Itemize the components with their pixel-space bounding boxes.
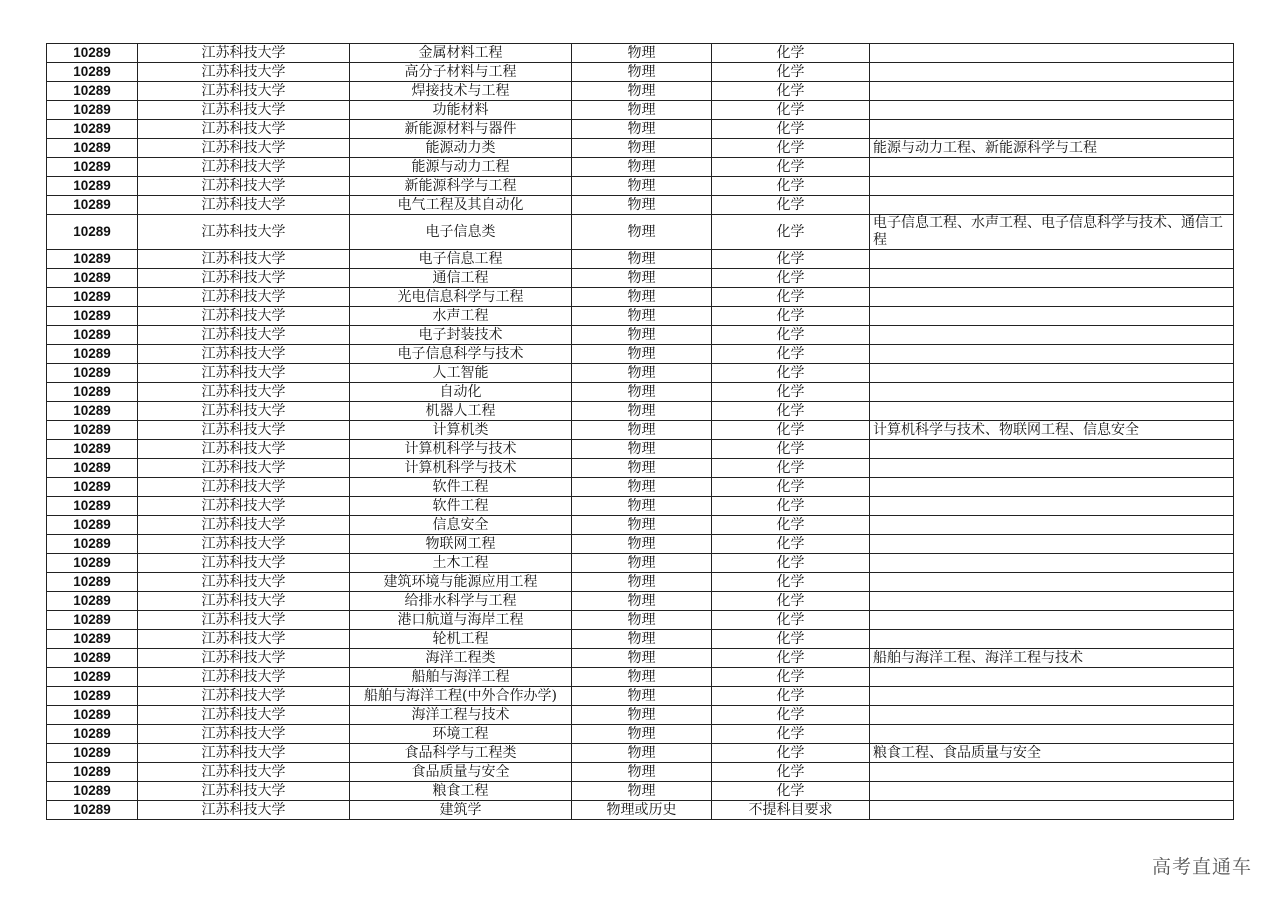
table-row [47,269,1234,288]
second-subject-cell: 化学 [712,478,870,497]
table-row [47,630,1234,649]
second-subject-cell: 化学 [712,139,870,158]
included-majors-cell [870,288,1234,307]
university-cell: 江苏科技大学 [138,215,350,250]
first-subject-cell: 物理 [572,782,712,801]
second-subject-cell: 化学 [712,82,870,101]
included-majors-cell [870,801,1234,820]
second-subject-cell: 化学 [712,611,870,630]
table-row [47,478,1234,497]
table-row [47,139,1234,158]
second-subject-cell: 化学 [712,459,870,478]
university-cell: 江苏科技大学 [138,573,350,592]
second-subject-cell: 化学 [712,345,870,364]
second-subject-cell: 化学 [712,288,870,307]
first-subject-cell: 物理 [572,326,712,345]
table-row [47,649,1234,668]
major-cell: 海洋工程类 [350,649,572,668]
university-cell: 江苏科技大学 [138,269,350,288]
second-subject-cell: 化学 [712,421,870,440]
school-code-cell: 10289 [47,649,138,668]
second-subject-cell: 化学 [712,744,870,763]
university-cell: 江苏科技大学 [138,158,350,177]
university-cell: 江苏科技大学 [138,725,350,744]
included-majors-cell [870,101,1234,120]
first-subject-cell: 物理 [572,63,712,82]
second-subject-cell: 化学 [712,687,870,706]
first-subject-cell: 物理 [572,668,712,687]
second-subject-cell: 化学 [712,573,870,592]
table-row [47,120,1234,139]
second-subject-cell: 化学 [712,668,870,687]
second-subject-cell: 化学 [712,554,870,573]
table-row [47,706,1234,725]
second-subject-cell: 化学 [712,364,870,383]
school-code-cell: 10289 [47,535,138,554]
university-cell: 江苏科技大学 [138,801,350,820]
major-cell: 计算机科学与技术 [350,459,572,478]
major-cell: 计算机类 [350,421,572,440]
second-subject-cell: 化学 [712,120,870,139]
second-subject-cell: 化学 [712,630,870,649]
second-subject-cell: 化学 [712,215,870,250]
school-code-cell: 10289 [47,345,138,364]
first-subject-cell: 物理 [572,215,712,250]
university-cell: 江苏科技大学 [138,345,350,364]
university-cell: 江苏科技大学 [138,592,350,611]
included-majors-cell [870,668,1234,687]
university-cell: 江苏科技大学 [138,497,350,516]
first-subject-cell: 物理 [572,82,712,101]
university-cell: 江苏科技大学 [138,326,350,345]
first-subject-cell: 物理 [572,196,712,215]
second-subject-cell: 化学 [712,307,870,326]
school-code-cell: 10289 [47,101,138,120]
major-cell: 软件工程 [350,478,572,497]
first-subject-cell: 物理 [572,478,712,497]
major-cell: 信息安全 [350,516,572,535]
included-majors-cell [870,782,1234,801]
school-code-cell: 10289 [47,196,138,215]
school-code-cell: 10289 [47,307,138,326]
school-code-cell: 10289 [47,554,138,573]
included-majors-cell [870,120,1234,139]
first-subject-cell: 物理 [572,611,712,630]
table-row [47,535,1234,554]
first-subject-cell: 物理 [572,158,712,177]
university-cell: 江苏科技大学 [138,421,350,440]
table-row [47,307,1234,326]
university-cell: 江苏科技大学 [138,250,350,269]
included-majors-cell [870,535,1234,554]
university-cell: 江苏科技大学 [138,307,350,326]
table-row [47,326,1234,345]
major-cell: 电子信息类 [350,215,572,250]
second-subject-cell: 化学 [712,250,870,269]
table-row [47,801,1234,820]
second-subject-cell: 化学 [712,101,870,120]
second-subject-cell: 化学 [712,196,870,215]
university-cell: 江苏科技大学 [138,177,350,196]
table-row [47,744,1234,763]
university-cell: 江苏科技大学 [138,120,350,139]
major-cell: 电子信息科学与技术 [350,345,572,364]
first-subject-cell: 物理 [572,345,712,364]
major-cell: 电子信息工程 [350,250,572,269]
major-cell: 船舶与海洋工程(中外合作办学) [350,687,572,706]
major-cell: 高分子材料与工程 [350,63,572,82]
included-majors-cell [870,383,1234,402]
first-subject-cell: 物理 [572,120,712,139]
school-code-cell: 10289 [47,744,138,763]
table-row [47,177,1234,196]
included-majors-cell: 计算机科学与技术、物联网工程、信息安全 [870,421,1234,440]
second-subject-cell: 化学 [712,63,870,82]
included-majors-cell [870,516,1234,535]
included-majors-cell [870,326,1234,345]
table-row [47,63,1234,82]
table-row [47,215,1234,250]
school-code-cell: 10289 [47,782,138,801]
second-subject-cell: 化学 [712,402,870,421]
university-cell: 江苏科技大学 [138,668,350,687]
major-cell: 功能材料 [350,101,572,120]
table-row [47,687,1234,706]
first-subject-cell: 物理 [572,687,712,706]
university-cell: 江苏科技大学 [138,63,350,82]
table-row [47,611,1234,630]
table-row [47,196,1234,215]
table-row [47,44,1234,63]
included-majors-cell [870,402,1234,421]
first-subject-cell: 物理 [572,459,712,478]
second-subject-cell: 化学 [712,269,870,288]
school-code-cell: 10289 [47,763,138,782]
table-row [47,497,1234,516]
table-row [47,592,1234,611]
school-code-cell: 10289 [47,497,138,516]
first-subject-cell: 物理 [572,535,712,554]
major-cell: 新能源材料与器件 [350,120,572,139]
table-row [47,459,1234,478]
major-cell: 通信工程 [350,269,572,288]
university-cell: 江苏科技大学 [138,459,350,478]
university-cell: 江苏科技大学 [138,440,350,459]
table-row [47,82,1234,101]
included-majors-cell [870,307,1234,326]
university-cell: 江苏科技大学 [138,364,350,383]
university-cell: 江苏科技大学 [138,630,350,649]
included-majors-cell [870,725,1234,744]
university-cell: 江苏科技大学 [138,196,350,215]
major-cell: 光电信息科学与工程 [350,288,572,307]
included-majors-cell [870,269,1234,288]
school-code-cell: 10289 [47,440,138,459]
included-majors-cell [870,573,1234,592]
first-subject-cell: 物理 [572,421,712,440]
table-row [47,383,1234,402]
included-majors-cell: 粮食工程、食品质量与安全 [870,744,1234,763]
table-row [47,440,1234,459]
major-cell: 自动化 [350,383,572,402]
university-cell: 江苏科技大学 [138,383,350,402]
included-majors-cell [870,63,1234,82]
first-subject-cell: 物理 [572,139,712,158]
first-subject-cell: 物理 [572,383,712,402]
school-code-cell: 10289 [47,516,138,535]
major-cell: 能源与动力工程 [350,158,572,177]
school-code-cell: 10289 [47,706,138,725]
second-subject-cell: 化学 [712,440,870,459]
school-code-cell: 10289 [47,177,138,196]
major-cell: 给排水科学与工程 [350,592,572,611]
school-code-cell: 10289 [47,120,138,139]
table-body [47,44,1234,820]
school-code-cell: 10289 [47,421,138,440]
major-cell: 焊接技术与工程 [350,82,572,101]
included-majors-cell [870,44,1234,63]
school-code-cell: 10289 [47,63,138,82]
subject-requirements-table [46,43,1234,820]
included-majors-cell [870,630,1234,649]
first-subject-cell: 物理 [572,763,712,782]
school-code-cell: 10289 [47,269,138,288]
table-row [47,402,1234,421]
university-cell: 江苏科技大学 [138,649,350,668]
school-code-cell: 10289 [47,288,138,307]
major-cell: 食品科学与工程类 [350,744,572,763]
university-cell: 江苏科技大学 [138,478,350,497]
major-cell: 物联网工程 [350,535,572,554]
first-subject-cell: 物理 [572,288,712,307]
second-subject-cell: 化学 [712,782,870,801]
university-cell: 江苏科技大学 [138,288,350,307]
second-subject-cell: 化学 [712,44,870,63]
university-cell: 江苏科技大学 [138,139,350,158]
major-cell: 金属材料工程 [350,44,572,63]
second-subject-cell: 化学 [712,763,870,782]
first-subject-cell: 物理 [572,706,712,725]
university-cell: 江苏科技大学 [138,535,350,554]
first-subject-cell: 物理 [572,744,712,763]
school-code-cell: 10289 [47,630,138,649]
university-cell: 江苏科技大学 [138,82,350,101]
major-cell: 新能源科学与工程 [350,177,572,196]
included-majors-cell: 电子信息工程、水声工程、电子信息科学与技术、通信工程 [870,215,1234,250]
table-row [47,573,1234,592]
school-code-cell: 10289 [47,250,138,269]
major-cell: 环境工程 [350,725,572,744]
included-majors-cell [870,554,1234,573]
included-majors-cell [870,497,1234,516]
major-cell: 电气工程及其自动化 [350,196,572,215]
included-majors-cell [870,611,1234,630]
university-cell: 江苏科技大学 [138,516,350,535]
table-row [47,158,1234,177]
school-code-cell: 10289 [47,364,138,383]
university-cell: 江苏科技大学 [138,554,350,573]
table-row [47,782,1234,801]
school-code-cell: 10289 [47,44,138,63]
first-subject-cell: 物理 [572,573,712,592]
included-majors-cell [870,158,1234,177]
first-subject-cell: 物理 [572,497,712,516]
school-code-cell: 10289 [47,383,138,402]
included-majors-cell [870,177,1234,196]
second-subject-cell: 化学 [712,706,870,725]
second-subject-cell: 化学 [712,725,870,744]
second-subject-cell: 化学 [712,383,870,402]
first-subject-cell: 物理 [572,554,712,573]
school-code-cell: 10289 [47,402,138,421]
second-subject-cell: 化学 [712,535,870,554]
first-subject-cell: 物理 [572,649,712,668]
table-row [47,516,1234,535]
university-cell: 江苏科技大学 [138,706,350,725]
school-code-cell: 10289 [47,592,138,611]
table-row [47,250,1234,269]
first-subject-cell: 物理 [572,364,712,383]
included-majors-cell [870,459,1234,478]
first-subject-cell: 物理 [572,44,712,63]
second-subject-cell: 化学 [712,592,870,611]
table-row [47,364,1234,383]
major-cell: 海洋工程与技术 [350,706,572,725]
school-code-cell: 10289 [47,139,138,158]
first-subject-cell: 物理 [572,440,712,459]
included-majors-cell [870,763,1234,782]
included-majors-cell [870,440,1234,459]
included-majors-cell [870,250,1234,269]
major-cell: 轮机工程 [350,630,572,649]
major-cell: 建筑环境与能源应用工程 [350,573,572,592]
first-subject-cell: 物理 [572,725,712,744]
major-cell: 能源动力类 [350,139,572,158]
included-majors-cell [870,345,1234,364]
school-code-cell: 10289 [47,725,138,744]
school-code-cell: 10289 [47,215,138,250]
table-row [47,554,1234,573]
included-majors-cell: 能源与动力工程、新能源科学与工程 [870,139,1234,158]
table-row [47,725,1234,744]
school-code-cell: 10289 [47,158,138,177]
first-subject-cell: 物理 [572,250,712,269]
major-cell: 土木工程 [350,554,572,573]
school-code-cell: 10289 [47,82,138,101]
second-subject-cell: 化学 [712,649,870,668]
table-row [47,763,1234,782]
major-cell: 港口航道与海岸工程 [350,611,572,630]
included-majors-cell [870,687,1234,706]
included-majors-cell [870,82,1234,101]
school-code-cell: 10289 [47,611,138,630]
table-row [47,101,1234,120]
university-cell: 江苏科技大学 [138,402,350,421]
first-subject-cell: 物理 [572,402,712,421]
first-subject-cell: 物理或历史 [572,801,712,820]
major-cell: 水声工程 [350,307,572,326]
school-code-cell: 10289 [47,478,138,497]
table-row [47,668,1234,687]
major-cell: 软件工程 [350,497,572,516]
second-subject-cell: 化学 [712,177,870,196]
second-subject-cell: 化学 [712,516,870,535]
school-code-cell: 10289 [47,687,138,706]
school-code-cell: 10289 [47,459,138,478]
second-subject-cell: 化学 [712,497,870,516]
included-majors-cell: 船舶与海洋工程、海洋工程与技术 [870,649,1234,668]
major-cell: 人工智能 [350,364,572,383]
included-majors-cell [870,196,1234,215]
watermark-text: 高考直通车 [1151,856,1252,878]
first-subject-cell: 物理 [572,269,712,288]
first-subject-cell: 物理 [572,177,712,196]
university-cell: 江苏科技大学 [138,687,350,706]
first-subject-cell: 物理 [572,592,712,611]
school-code-cell: 10289 [47,801,138,820]
major-cell: 机器人工程 [350,402,572,421]
major-cell: 计算机科学与技术 [350,440,572,459]
included-majors-cell [870,478,1234,497]
major-cell: 食品质量与安全 [350,763,572,782]
second-subject-cell: 不提科目要求 [712,801,870,820]
table-row [47,288,1234,307]
major-cell: 粮食工程 [350,782,572,801]
university-cell: 江苏科技大学 [138,44,350,63]
university-cell: 江苏科技大学 [138,101,350,120]
university-cell: 江苏科技大学 [138,763,350,782]
university-cell: 江苏科技大学 [138,782,350,801]
school-code-cell: 10289 [47,668,138,687]
first-subject-cell: 物理 [572,101,712,120]
first-subject-cell: 物理 [572,516,712,535]
major-cell: 电子封装技术 [350,326,572,345]
included-majors-cell [870,364,1234,383]
included-majors-cell [870,592,1234,611]
first-subject-cell: 物理 [572,630,712,649]
second-subject-cell: 化学 [712,158,870,177]
major-cell: 船舶与海洋工程 [350,668,572,687]
included-majors-cell [870,706,1234,725]
university-cell: 江苏科技大学 [138,611,350,630]
university-cell: 江苏科技大学 [138,744,350,763]
table-row [47,421,1234,440]
second-subject-cell: 化学 [712,326,870,345]
first-subject-cell: 物理 [572,307,712,326]
major-cell: 建筑学 [350,801,572,820]
school-code-cell: 10289 [47,573,138,592]
school-code-cell: 10289 [47,326,138,345]
table-row [47,345,1234,364]
